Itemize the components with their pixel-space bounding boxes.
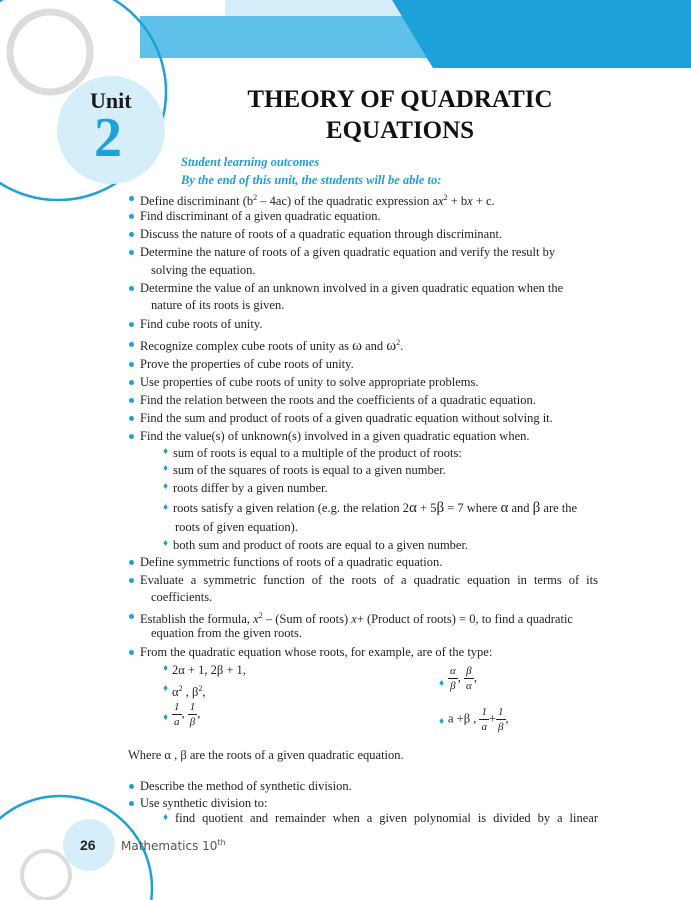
root-type xyxy=(448,664,477,693)
root-type: 2α + 1, 2β + 1, xyxy=(172,663,246,677)
superscript: th xyxy=(217,838,226,847)
diamond-bullet-icon: ♦ xyxy=(163,481,169,492)
sub-list-item-continuation: roots of given equation). xyxy=(175,520,298,534)
sub-list-item xyxy=(173,500,577,516)
item-text: are the xyxy=(540,501,578,515)
item-text: – 4ac) of the quadratic expression a xyxy=(257,194,439,209)
bullet-icon xyxy=(129,196,134,201)
list-item: Determine the nature of roots of a given quadratic equation and verify the result by xyxy=(140,245,556,259)
list-item-continuation: nature of its roots is given. xyxy=(151,298,285,312)
unit-label: Unit xyxy=(90,88,132,113)
unit-number: 2 xyxy=(94,107,122,169)
variable: x xyxy=(253,612,259,627)
list-item: Discuss the nature of roots of a quadratic equation through discriminant. xyxy=(140,227,503,241)
bullet-icon xyxy=(129,362,134,367)
bullet-icon xyxy=(129,614,134,619)
superscript: 2 xyxy=(396,338,401,347)
list-item: Describe the method of synthetic division. xyxy=(140,779,352,793)
root-type xyxy=(172,681,205,700)
bullet-icon xyxy=(129,578,134,583)
bullet-icon xyxy=(129,322,134,327)
item-text: Establish the formula, xyxy=(140,612,254,627)
diamond-bullet-icon: ♦ xyxy=(163,812,169,823)
list-item: Find discriminant of a given quadratic equation. xyxy=(140,209,381,223)
numerator: β xyxy=(464,664,474,679)
superscript: 2 xyxy=(253,193,258,202)
fraction xyxy=(448,664,458,693)
denominator: β xyxy=(450,680,456,692)
page-number: 26 xyxy=(80,837,96,853)
bullet-icon xyxy=(129,232,134,237)
diamond-bullet-icon: ♦ xyxy=(163,463,169,474)
decor-ring-gray xyxy=(10,12,90,92)
item-text: – (Sum of roots) xyxy=(262,612,352,627)
list-item: Find the value(s) of unknown(s) involved in a given quadratic equation when. xyxy=(140,429,530,443)
superscript: 2 xyxy=(443,193,448,202)
list-item: Find the relation between the roots and the coefficients of a quadratic equation. xyxy=(140,393,536,407)
page-title-line1: THEORY OF QUADRATIC xyxy=(247,86,553,113)
list-item-continuation: equation from the given roots. xyxy=(151,626,303,640)
alpha-symbol: α xyxy=(409,500,417,516)
plus: + xyxy=(488,711,497,726)
superscript: 2 xyxy=(198,684,203,693)
item-text: α xyxy=(172,685,179,700)
beta-symbol: β xyxy=(436,500,445,516)
list-item: Find the sum and product of roots of a given quadratic equation without solving it. xyxy=(140,411,553,425)
bullet-icon xyxy=(129,416,134,421)
list-item xyxy=(140,190,495,209)
bullet-icon xyxy=(129,286,134,291)
omega-symbol: ω xyxy=(352,338,362,355)
denominator: β xyxy=(498,721,504,733)
item-text: and xyxy=(361,339,387,354)
bullet-icon xyxy=(129,560,134,565)
footer-ring-gray xyxy=(22,851,70,899)
variable: x xyxy=(438,194,444,209)
numerator: 1 xyxy=(174,701,180,713)
bullet-icon xyxy=(129,342,134,347)
fraction xyxy=(496,705,506,734)
superscript: 2 xyxy=(258,611,263,620)
sub-list-item: roots differ by a given number. xyxy=(173,481,328,495)
comma: , xyxy=(473,670,477,685)
bullet-icon xyxy=(129,380,134,385)
book-title-text: Mathematics 10 xyxy=(121,839,218,853)
sub-list-item: sum of the squares of roots is equal to a given number. xyxy=(173,463,446,477)
diamond-bullet-icon: ♦ xyxy=(163,538,169,549)
root-type xyxy=(172,700,200,729)
item-text: a +β , xyxy=(448,711,477,726)
beta-symbol: β xyxy=(532,500,541,516)
list-item: Evaluate a symmetric function of the roots of a quadratic equation in terms of its xyxy=(140,573,598,587)
bullet-icon xyxy=(129,784,134,789)
item-text: Recognize comple xyxy=(140,339,233,354)
variable: x xyxy=(467,194,473,209)
denominator: a xyxy=(174,716,180,728)
diamond-bullet-icon: ♦ xyxy=(163,502,169,513)
list-item: Define symmetric functions of roots of a quadratic equation. xyxy=(140,555,443,569)
omega-symbol: ω xyxy=(386,338,397,355)
list-item-continuation: solving the equation. xyxy=(151,263,256,277)
item-text: = 7 where xyxy=(444,501,501,515)
denominator: a xyxy=(481,721,487,733)
item-text: , β xyxy=(182,685,199,700)
diamond-bullet-icon: ♦ xyxy=(163,683,169,694)
numerator: 1 xyxy=(498,706,504,718)
superscript: 2 xyxy=(178,684,183,693)
diamond-bullet-icon: ♦ xyxy=(439,716,445,727)
outcomes-heading: Student learning outcomes xyxy=(181,155,320,169)
alpha-symbol: α xyxy=(500,500,509,516)
bullet-icon xyxy=(129,214,134,219)
list-item: Use properties of cube roots of unity to solve appropriate problems. xyxy=(140,375,479,389)
list-item: Find cube roots of unity. xyxy=(140,317,263,331)
book-title xyxy=(121,838,226,853)
numerator: 1 xyxy=(189,701,196,713)
list-item: Determine the value of an unknown involved in a given quadratic equation when the xyxy=(140,281,564,295)
list-item: Recognize complex cube roots of unity as ω and $\omega^2$. xyxy=(140,338,404,355)
sub-list-item: find quotient and remainder when a given polynomial is divided by a linear xyxy=(175,811,598,825)
bullet-icon xyxy=(129,801,134,806)
page-title-line2: EQUATIONS xyxy=(325,117,475,144)
list-item-continuation: coefficients. xyxy=(151,590,213,604)
fraction xyxy=(479,705,489,734)
list-item: Use synthetic division to: xyxy=(140,796,268,810)
comma: , xyxy=(197,706,201,721)
list-item: Prove the properties of cube roots of unity. xyxy=(140,357,354,371)
diamond-bullet-icon: ♦ xyxy=(163,712,169,723)
bullet-icon xyxy=(129,250,134,255)
item-text: , xyxy=(202,685,206,700)
sub-list-item: both sum and product of roots are equal to a given number. xyxy=(173,538,469,552)
fraction xyxy=(172,700,182,729)
where-note: Where α , β are the roots of a given quadratic equation. xyxy=(128,748,404,762)
list-item: From the quadratic equation whose roots, for example, are of the type: xyxy=(140,645,493,659)
diamond-bullet-icon: ♦ xyxy=(163,446,169,457)
fraction xyxy=(188,700,201,729)
item-text: Define discriminant (b xyxy=(140,194,254,209)
item-text: + (Product of roots) = 0, to find a quadratic xyxy=(356,612,573,627)
bullet-icon xyxy=(129,398,134,403)
fraction xyxy=(464,664,474,693)
header-ribbon-dark xyxy=(392,0,691,68)
denominator: β xyxy=(189,716,196,728)
item-text: cube roots of unity as xyxy=(238,339,353,354)
variable: x xyxy=(232,339,239,354)
bullet-icon xyxy=(129,434,134,439)
item-text: + b xyxy=(447,194,468,209)
comma: , xyxy=(181,706,185,721)
outcomes-intro: By the end of this unit, the students will be able to: xyxy=(181,173,442,187)
sub-list-item: sum of roots is equal to a multiple of the product of roots: xyxy=(173,446,462,460)
diamond-bullet-icon: ♦ xyxy=(439,678,445,689)
numerator: 1 xyxy=(481,706,487,718)
item-text: and xyxy=(508,501,533,515)
item-text: + c. xyxy=(472,194,495,209)
variable: x xyxy=(351,612,357,627)
comma: , xyxy=(505,711,509,726)
comma: , xyxy=(457,670,461,685)
denominator: α xyxy=(466,680,472,692)
root-type xyxy=(448,705,509,734)
numerator: α xyxy=(450,665,456,677)
bullet-icon xyxy=(129,650,134,655)
item-text: + 5 xyxy=(416,501,437,515)
header-ribbon-mid xyxy=(140,16,440,58)
item-text: roots satisfy a given relation (e.g. the relation 2 xyxy=(173,501,410,515)
diamond-bullet-icon: ♦ xyxy=(163,663,169,674)
